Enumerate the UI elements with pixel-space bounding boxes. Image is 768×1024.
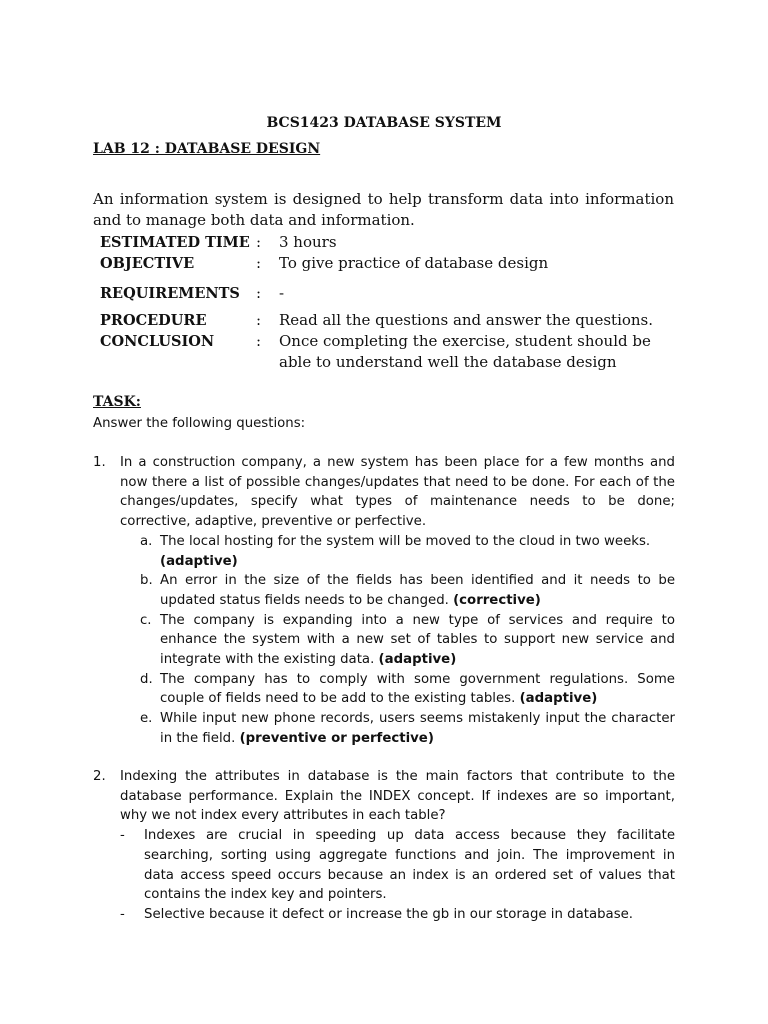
- item-text: The company has to comply with some government regulations. Some couple of fields need to be add to the existing tables.: [160, 671, 675, 707]
- item-label: a.: [140, 533, 153, 549]
- item-answer: (adaptive): [519, 691, 598, 707]
- item-label: -: [120, 906, 125, 922]
- item-label: -: [120, 828, 125, 844]
- list-item: [140, 532, 675, 571]
- course-title: BCS1423 DATABASE SYSTEM: [266, 115, 502, 131]
- question-number: 2.: [93, 769, 106, 784]
- list-item: [140, 709, 675, 748]
- item-answer: (corrective): [453, 592, 541, 608]
- item-text: The company is expanding into a new type of services and require to enhance the system with a new set of tables to support new service and integrate with the existing data.: [160, 612, 675, 668]
- item-label: b.: [140, 573, 153, 589]
- item-label: c.: [140, 612, 152, 628]
- list-item: [120, 826, 675, 905]
- list-item: [140, 611, 675, 670]
- meta-colon: :: [256, 254, 262, 272]
- list-item: [140, 670, 675, 709]
- meta-label: REQUIREMENTS: [100, 285, 240, 302]
- meta-label: PROCEDURE: [100, 312, 207, 329]
- item-text: While input new phone records, users seems mistakenly input the character in the field.: [160, 711, 675, 746]
- meta-colon: :: [256, 284, 262, 302]
- meta-colon: :: [256, 233, 262, 251]
- intro-paragraph: An information system is designed to help transform data into information and to manage both data and information.: [93, 190, 674, 229]
- task-heading: TASK:: [93, 394, 141, 410]
- item-text: Indexes are crucial in speeding up data access because they facilitate searching, sorting using aggregate functions and join. The improvement in data access speed occurs because an index is an ordered set of values that contains the index key and pointers.: [144, 828, 675, 903]
- meta-label: ESTIMATED TIME: [100, 234, 250, 251]
- item-text: The local hosting for the system will be moved to the cloud in two weeks.: [160, 533, 651, 549]
- question-text: In a construction company, a new system has been place for a few months and now there a list of possible changes/updates that need to be done. For each of the changes/updates, specify what types of maintenance needs to be done; corrective, adaptive, preventive or perfective.: [120, 455, 675, 530]
- item-answer: (preventive or perfective): [239, 730, 434, 746]
- list-item: [120, 905, 675, 925]
- question-text: Indexing the attributes in database is the main factors that contribute to the database performance. Explain the INDEX concept. If indexes are so important, why we not index every attributes in each table?: [120, 769, 675, 824]
- meta-label: OBJECTIVE: [100, 255, 195, 272]
- meta-colon: :: [256, 311, 262, 329]
- meta-value: -: [279, 284, 285, 302]
- item-label: e.: [140, 711, 153, 727]
- question-number: 1.: [93, 455, 106, 470]
- item-answer: (adaptive): [378, 652, 457, 668]
- item-label: d.: [140, 671, 153, 687]
- meta-value: Once completing the exercise, student should be able to understand well the database design: [279, 332, 651, 371]
- list-item: [140, 571, 675, 610]
- meta-label: CONCLUSION: [100, 333, 215, 350]
- question-1: [93, 453, 675, 749]
- lab-title: LAB 12 : DATABASE DESIGN: [93, 141, 321, 157]
- meta-value: To give practice of database design: [279, 254, 549, 272]
- task-instruction: Answer the following questions:: [93, 416, 306, 431]
- meta-value: Read all the questions and answer the questions.: [279, 311, 654, 329]
- item-answer: (adaptive): [160, 553, 238, 569]
- item-text: An error in the size of the fields has been identified and it needs to be updated status fields needs to be changed.: [160, 573, 675, 608]
- question-2: [93, 767, 675, 925]
- meta-colon: :: [256, 332, 262, 350]
- item-text: Selective because it defect or increase the gb in our storage in database.: [144, 906, 634, 922]
- meta-value: 3 hours: [279, 233, 337, 251]
